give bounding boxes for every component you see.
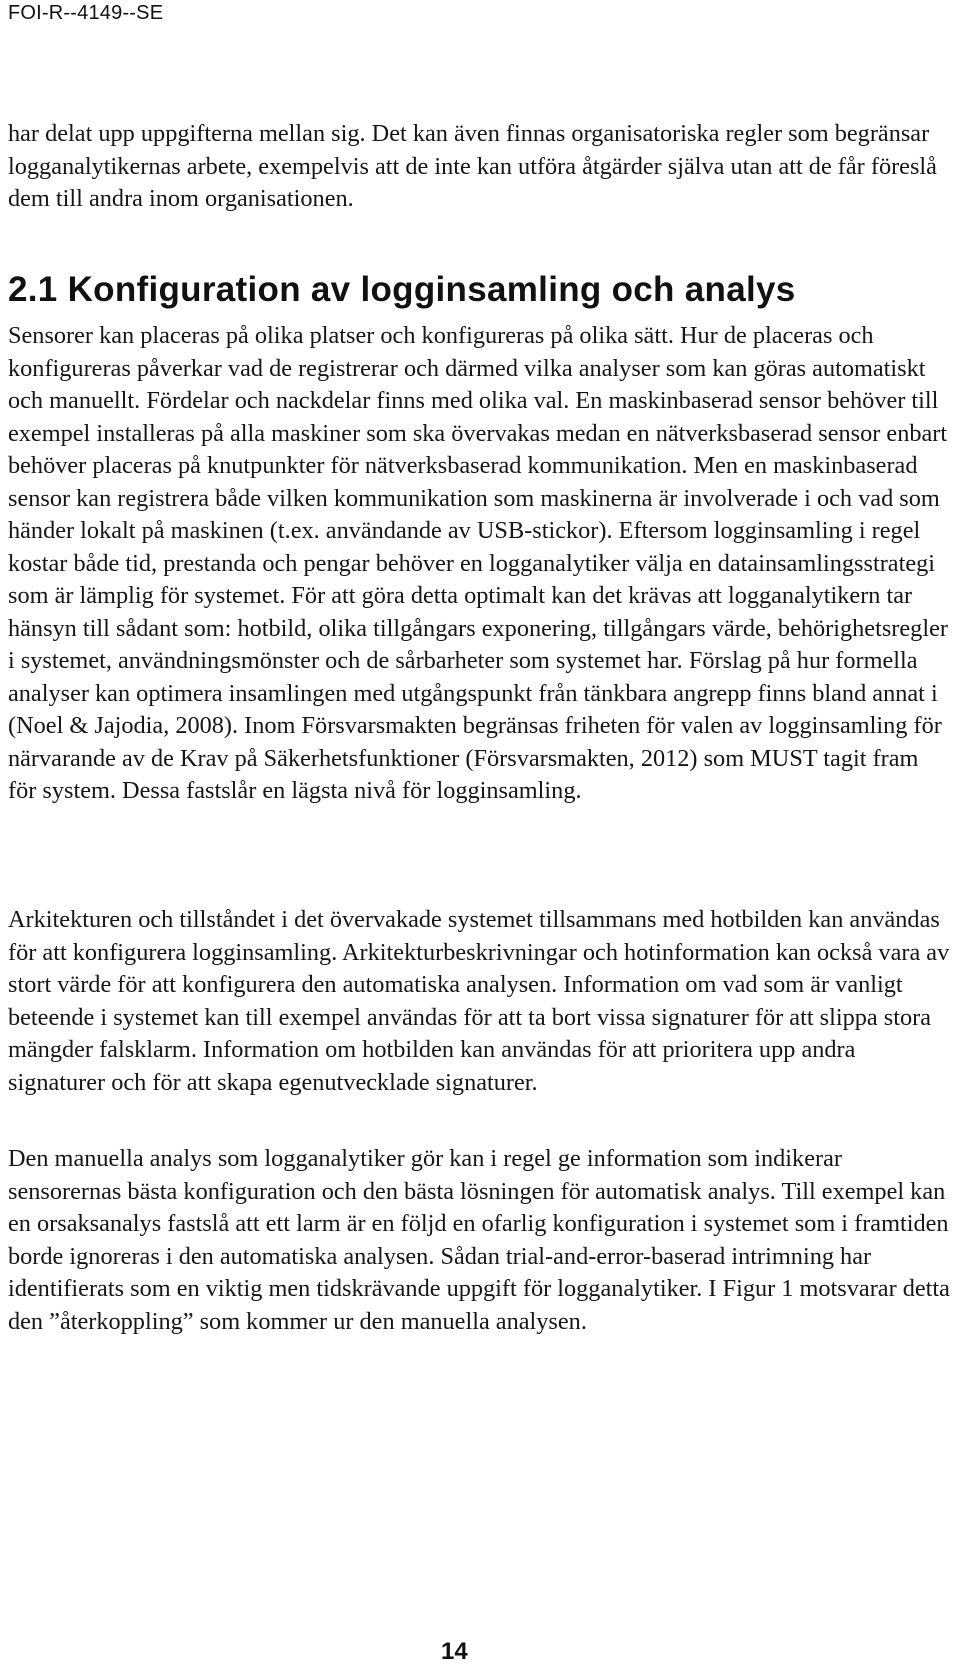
section-heading: 2.1 Konfiguration av logginsamling och analys	[8, 270, 796, 309]
document-id: FOI-R--4149--SE	[8, 2, 164, 24]
manual-analysis-paragraph: Den manuella analys som logganalytiker gör kan i regel ge information som indikerar sensorernas bästa konfiguration och den bästa lösningen för automatisk analys. Till exempel kan en orsaksanalys fastslå att ett larm är en följd en ofarlig konfiguration i systemet som i framtiden borde ignoreras i den automatiska analysen. Sådan trial-and-error-baserad intrimning har identifierats som en viktig men tidskrävande uppgift för logganalytiker. I Figur 1 motsvarar detta den ”återkoppling” som kommer ur den manuella analysen.	[8, 1145, 950, 1335]
architecture-paragraph: Arkitekturen och tillståndet i det övervakade systemet tillsammans med hotbilden kan användas för att konfigurera logginsamling. Arkitekturbeskrivningar och hotinformation kan också vara av stort värde för att konfigurera den automatiska analysen. Information om vad som är vanligt beteende i systemet kan till exempel användas för att ta bort vissa signaturer för att slippa stora mängder falsklarm. Information om hotbilden kan användas för att prioritera upp andra signaturer och för att skapa egenutvecklade signaturer.	[8, 906, 950, 1096]
intro-paragraph: har delat upp uppgifterna mellan sig. Det kan även finnas organisatoriska regler som begränsar logganalytikernas arbete, exempelvis att de inte kan utföra åtgärder själva utan att de får föreslå dem till andra inom organisationen.	[8, 120, 937, 212]
sensor-paragraph: Sensorer kan placeras på olika platser och konfigureras på olika sätt. Hur de placeras och konfigureras påverkar vad de registrerar och därmed vilka analyser som kan göras automatiskt och manuellt. Fördelar och nackdelar finns med olika val. En maskinbaserad sensor behöver till exempel installeras på alla maskiner som ska övervakas medan en nätverksbaserad sensor enbart behöver placeras på knutpunkter för nätverksbaserad kommunikation. Men en maskinbaserad sensor kan registrera både vilken kommunikation som maskinerna är involverade i och vad som händer lokalt på maskinen (t.ex. användande av USB-stickor). Eftersom logginsamling i regel kostar både tid, prestanda och pengar behöver en logganalytiker välja en datainsamlingsstrategi som är lämplig för systemet. För att göra detta optimalt kan det krävas att logganalytikern tar hänsyn till sådant som: hotbild, olika tillgångars exponering, tillgångars värde, behörighetsregler i systemet, användningsmönster och de sårbarheter som systemet har. Förslag på hur formella analyser kan optimera insamlingen med utgångspunkt från tänkbara angrepp finns bland annat i (Noel & Jajodia, 2008). Inom Försvarsmakten begränsas friheten för valen av logginsamling för närvarande av de Krav på Säkerhetsfunktioner (Försvarsmakten, 2012) som MUST tagit fram för system. Dessa fastslår en lägsta nivå för logginsamling.	[8, 322, 948, 804]
page-number: 14	[441, 1638, 468, 1665]
